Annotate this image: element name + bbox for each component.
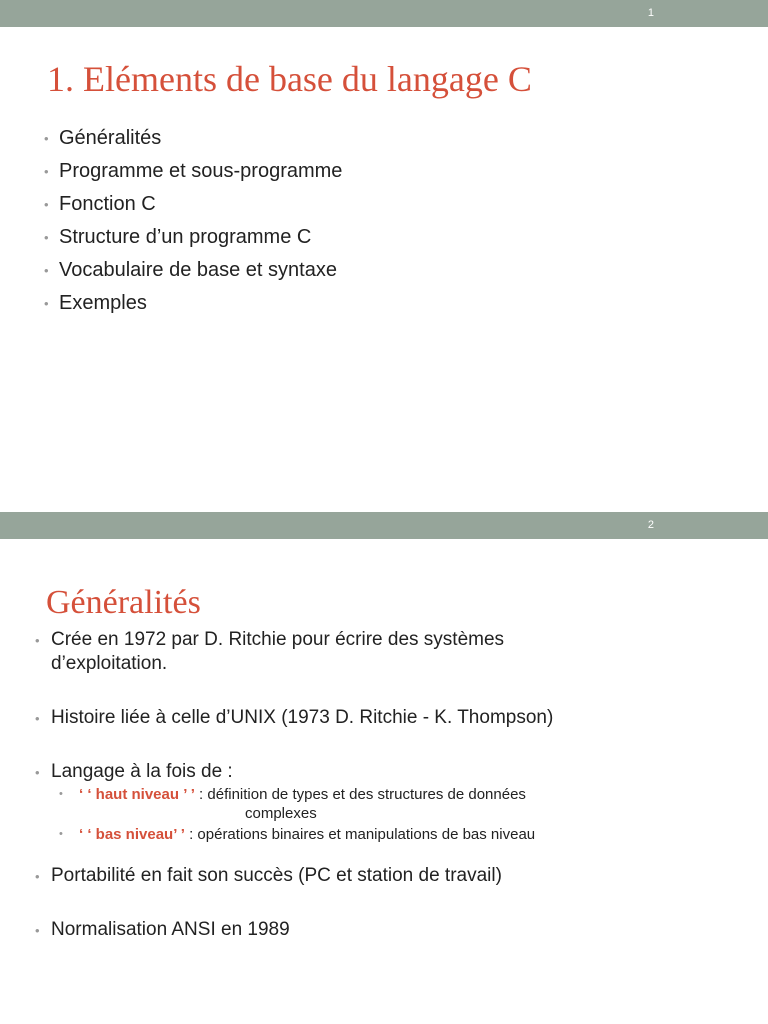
list-item-history: • Histoire liée à celle d’UNIX (1973 D. Ritchie - K. Thompson)	[35, 706, 755, 730]
list-item-created: • Crée en 1972 par D. Ritchie pour écrire des systèmes d’exploitation.	[35, 629, 505, 674]
bullet-icon: •	[35, 923, 40, 938]
slide-2	[0, 512, 768, 1024]
list-item-language: • Langage à la fois de :	[35, 760, 755, 784]
highlight-term: haut niveau	[95, 786, 180, 803]
bullet-icon: •	[35, 633, 40, 648]
bullet-icon: •	[35, 765, 40, 780]
bullet-list	[44, 125, 342, 323]
bullet-icon: •	[44, 131, 49, 146]
list-item: • Généralités	[44, 125, 342, 158]
bullet-icon: •	[35, 869, 40, 884]
bullet-icon: •	[35, 711, 40, 726]
slide-header-bar	[0, 512, 768, 539]
slide-title: 1. Eléments de base du langage C	[47, 59, 532, 99]
bullet-icon: •	[59, 828, 63, 840]
list-item: • Exemples	[44, 290, 342, 323]
list-item: • Structure d’un programme C	[44, 224, 342, 257]
highlight-term: bas niveau	[95, 826, 174, 843]
slide-header-bar	[0, 0, 768, 27]
bullet-icon: •	[44, 263, 49, 278]
slide-title: Généralités	[46, 584, 201, 621]
bullet-icon: •	[44, 230, 49, 245]
slide-number: 1	[647, 7, 654, 19]
bullet-list	[35, 628, 755, 942]
sub-item-high-level: • ‘ ‘ haut niveau ’ ’ : définition de types et des structures de données complexes	[59, 786, 526, 822]
bullet-icon: •	[59, 788, 63, 800]
bullet-icon: •	[44, 164, 49, 179]
sub-item-low-level: • ‘ ‘ bas niveau’ ’ : opérations binaires et manipulations de bas niveau	[59, 826, 536, 843]
bullet-icon: •	[44, 296, 49, 311]
list-item: • Programme et sous-programme	[44, 158, 342, 191]
list-item-ansi: • Normalisation ANSI en 1989	[35, 918, 755, 942]
bullet-icon: •	[44, 197, 49, 212]
slide-number: 2	[647, 519, 654, 531]
list-item: • Fonction C	[44, 191, 342, 224]
list-item: • Vocabulaire de base et syntaxe	[44, 257, 342, 290]
list-item-portability: • Portabilité en fait son succès (PC et station de travail)	[35, 864, 755, 888]
